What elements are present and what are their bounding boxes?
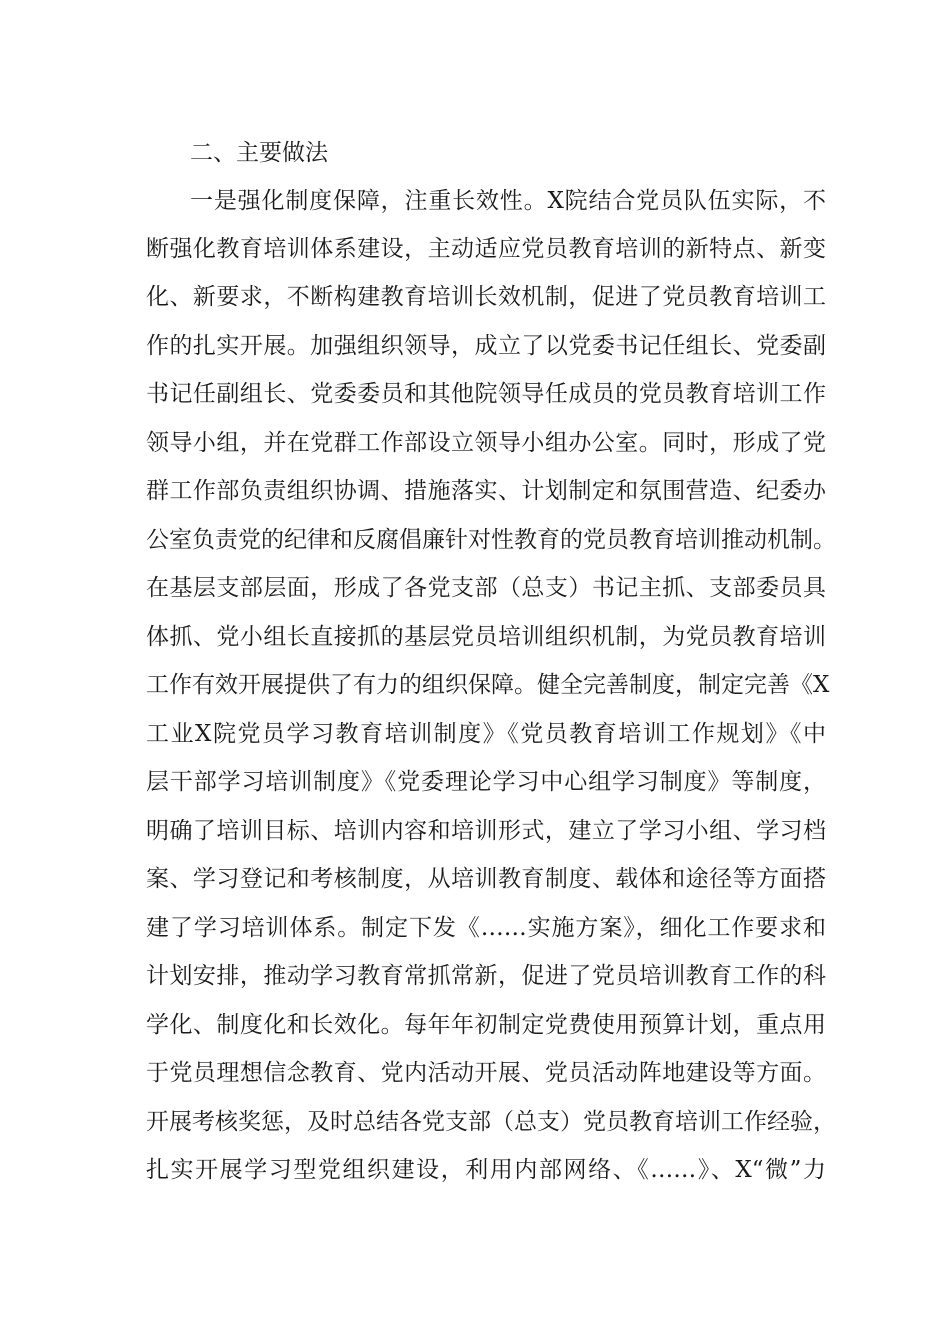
paragraph-line-15: 案、学习登记和考核制度，从培训教育制度、载体和途径等方面搭 [146, 866, 826, 892]
paragraph-line-3: 化、新要求，不断构建教育培训长效机制，促进了党员教育培训工 [146, 284, 826, 310]
paragraph-line-12: 工业X院党员学习教育培训制度》《党员教育培训工作规划》《中 [146, 721, 826, 747]
paragraph-line-5: 书记任副组长、党委委员和其他院领导任成员的党员教育培训工作 [146, 381, 826, 407]
paragraph-line-9: 在基层支部层面，形成了各党支部（总支）书记主抓、支部委员具 [146, 575, 826, 601]
paragraph-line-7: 群工作部负责组织协调、措施落实、计划制定和氛围营造、纪委办 [146, 478, 826, 504]
paragraph-line-4: 作的扎实开展。加强组织领导，成立了以党委书记任组长、党委副 [146, 333, 826, 359]
paragraph-line-17: 计划安排，推动学习教育常抓常新，促进了党员培训教育工作的科 [146, 963, 826, 989]
paragraph-line-8: 公室负责党的纪律和反腐倡廉针对性教育的党员教育培训推动机制。 [146, 527, 836, 553]
paragraph-line-10: 体抓、党小组长直接抓的基层党员培训组织机制，为党员教育培训 [146, 624, 826, 650]
section-heading: 二、主要做法 [190, 140, 328, 166]
paragraph-line-6: 领导小组，并在党群工作部设立领导小组办公室。同时，形成了党 [146, 430, 826, 456]
paragraph-line-18: 学化、制度化和长效化。每年年初制定党费使用预算计划，重点用 [146, 1012, 826, 1038]
paragraph-line-20: 开展考核奖惩，及时总结各党支部（总支）党员教育培训工作经验， [146, 1109, 836, 1135]
paragraph-line-19: 于党员理想信念教育、党内活动开展、党员活动阵地建设等方面。 [146, 1060, 826, 1086]
paragraph-line-21: 扎实开展学习型党组织建设，利用内部网络、《……》、X“微”力 [146, 1157, 826, 1183]
paragraph-line-2: 断强化教育培训体系建设，主动适应党员教育培训的新特点、新变 [146, 236, 826, 262]
paragraph-line-16: 建了学习培训体系。制定下发《……实施方案》，细化工作要求和 [146, 915, 826, 941]
paragraph-line-14: 明确了培训目标、培训内容和培训形式，建立了学习小组、学习档 [146, 818, 826, 844]
paragraph-line-11: 工作有效开展提供了有力的组织保障。健全完善制度，制定完善《X [146, 672, 830, 698]
paragraph-line-13: 层干部学习培训制度》《党委理论学习中心组学习制度》等制度， [146, 769, 826, 795]
paragraph-line-1: 一是强化制度保障，注重长效性。X院结合党员队伍实际，不 [190, 188, 826, 214]
